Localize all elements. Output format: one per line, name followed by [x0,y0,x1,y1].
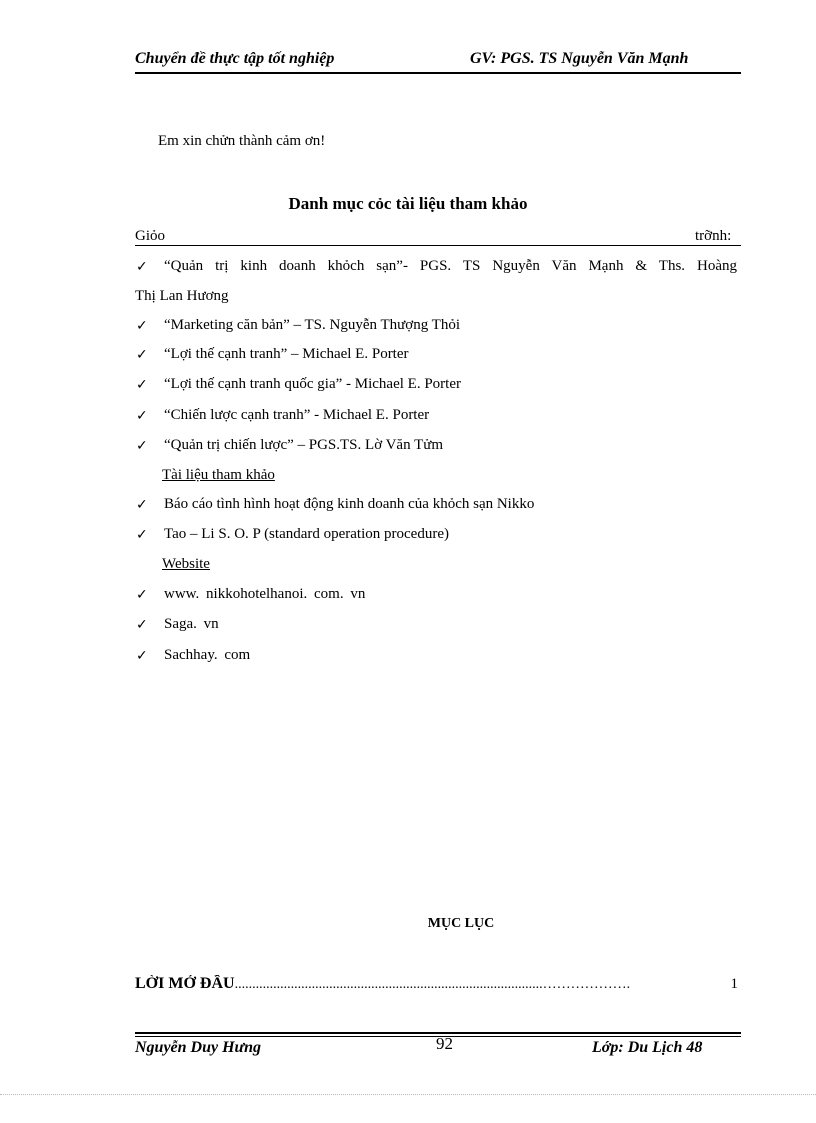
check-icon: ✓ [136,587,148,603]
page-bottom-border [0,1094,816,1095]
list-item: “Chiến lược cạnh tranh” - Michael E. Porter [164,407,430,423]
list-item: Sachhay. com [164,647,251,663]
list-item: www. nikkohotelhanoi. com. vn [164,586,366,602]
list-item-continuation: Thị Lan Hương [135,288,229,304]
list-item: “Quản trị kinh doanh khỏch sạn”- PGS. TS Nguyễn Văn Mạnh & Ths. Hoàng [164,258,737,274]
header-rule [135,72,741,74]
footer-right: Lớp: Du Lịch 48 [592,1039,703,1056]
check-icon: ✓ [136,318,148,334]
docs-heading: Tài liệu tham khảo [162,467,275,483]
textbooks-heading-rule [135,245,741,246]
list-item: “Marketing căn bản” – TS. Nguyễn Thượng Thỏi [164,317,461,333]
list-item: “Lợi thế cạnh tranh quốc gia” - Michael E. Porter [164,376,461,392]
list-item: “Quản trị chiến lược” – PGS.TS. Lờ Văn Tửm [164,437,444,453]
toc-entry-label: LỜI MỞ ĐẦU [135,975,235,992]
list-item: Tao – Li S. O. P (standard operation procedure) [164,526,449,542]
check-icon: ✓ [136,408,148,424]
header-left: Chuyển đề thực tập tốt nghiệp [135,50,335,67]
textbooks-heading-left: Giỏo [135,228,165,244]
check-icon: ✓ [136,438,148,454]
thanks-line: Em xin chửn thành cảm ơn! [158,133,326,149]
footer-left: Nguyễn Duy Hưng [135,1039,262,1056]
toc-entry-leader: ........................................................................................………………. [234,977,631,992]
check-icon: ✓ [136,259,148,275]
page-number: 92 [436,1034,453,1053]
toc-entry-page: 1 [730,976,738,992]
check-icon: ✓ [136,527,148,543]
header-right: GV: PGS. TS Nguyễn Văn Mạnh [470,50,689,67]
textbooks-heading-right: trỡnh: [695,228,732,244]
references-title: Danh mục cỏc tài liệu tham khảo [288,194,528,213]
check-icon: ✓ [136,347,148,363]
toc-title: MỤC LỤC [427,916,495,931]
list-item: Báo cáo tình hình hoạt động kinh doanh của khỏch sạn Nikko [164,496,535,512]
check-icon: ✓ [136,377,148,393]
check-icon: ✓ [136,617,148,633]
list-item: Saga. vn [164,616,219,632]
website-heading: Website [162,556,210,572]
check-icon: ✓ [136,497,148,513]
toc-entry[interactable] [135,975,741,993]
check-icon: ✓ [136,648,148,664]
list-item: “Lợi thế cạnh tranh” – Michael E. Porter [164,346,409,362]
